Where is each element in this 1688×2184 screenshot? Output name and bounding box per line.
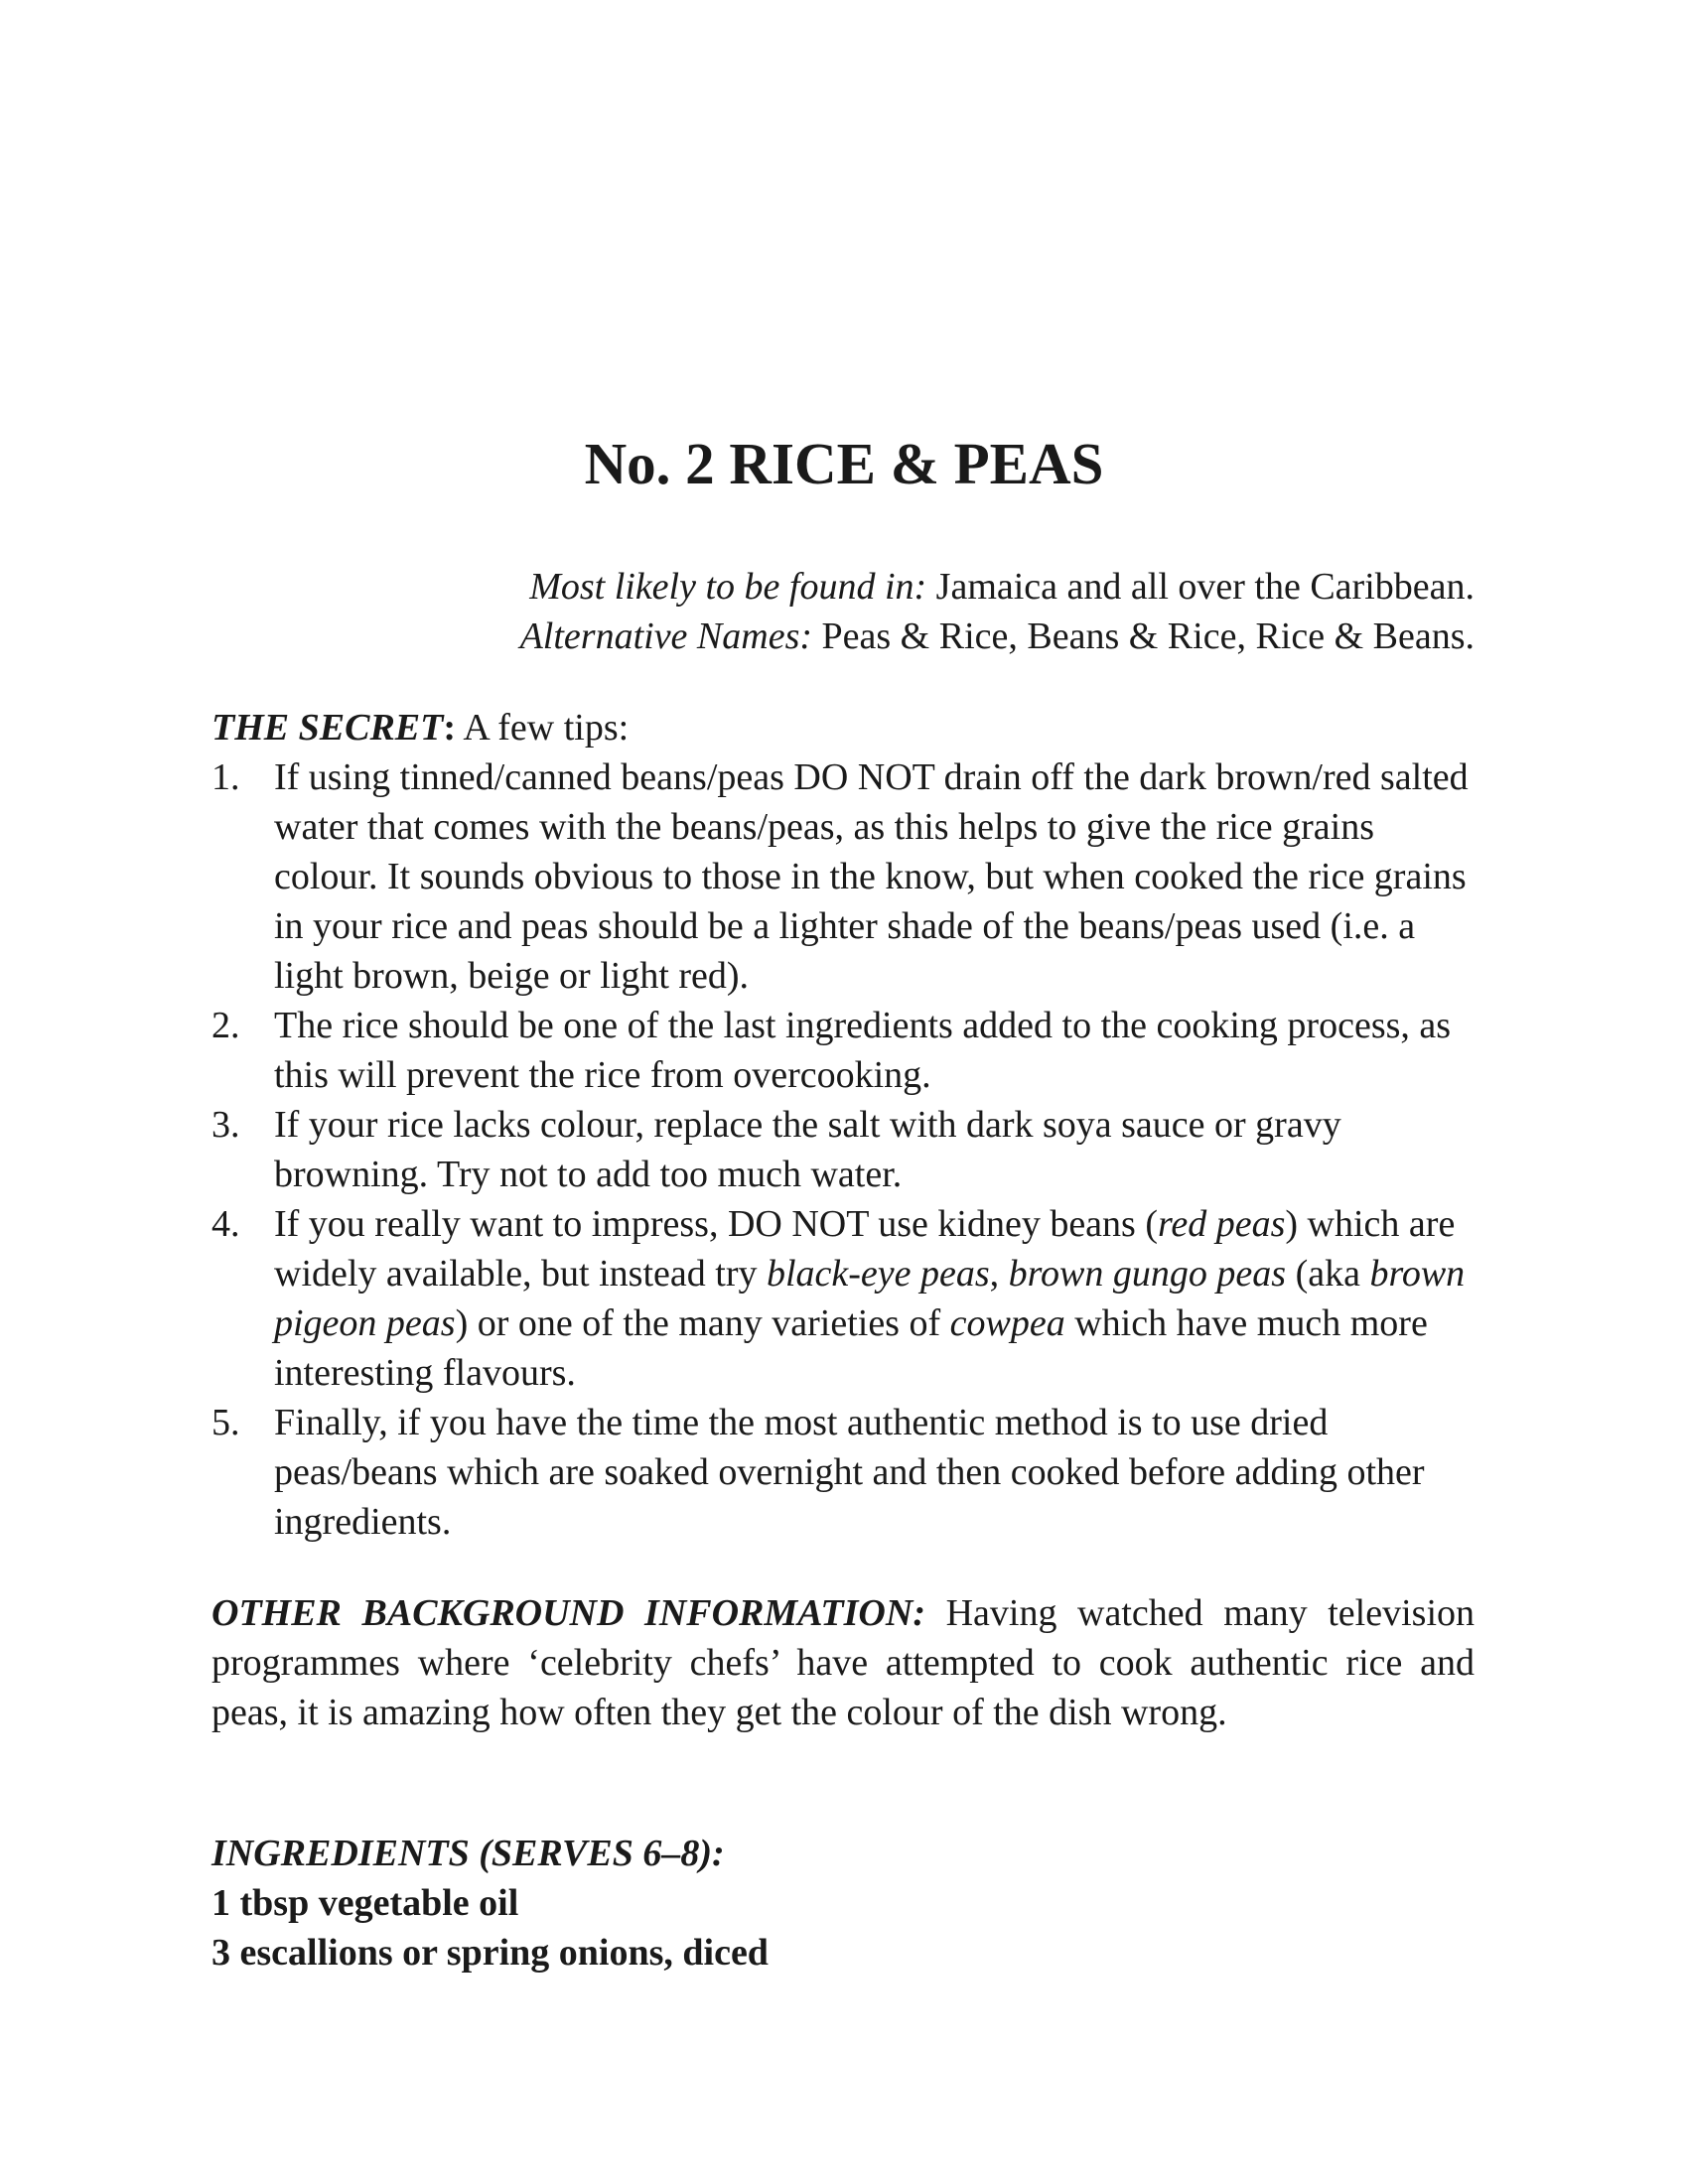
- secret-label: THE SECRET: [211, 707, 444, 749]
- ingredients-heading: INGREDIENTS (SERVES 6–8):: [211, 1833, 725, 1874]
- tip-item: [211, 752, 1475, 1001]
- background-label: OTHER BACKGROUND INFORMATION:: [211, 1592, 925, 1634]
- tip-item: [211, 1100, 1475, 1199]
- secret-colon: :: [443, 707, 456, 749]
- background-text: Having watched many television programmes where ‘celebrity chefs’ have attempted to cook authentic rice and peas, it is amazing how often they get the colour of the dish wrong.: [211, 1592, 1475, 1733]
- secret-heading: [211, 703, 1475, 752]
- tip-item: [211, 1001, 1475, 1100]
- tip-number: 5.: [211, 1402, 240, 1443]
- ingredient-item: 1 tbsp vegetable oil: [211, 1882, 519, 1924]
- tip-italic-text: brown pigeon peas: [274, 1253, 1466, 1344]
- tip-item: [211, 1199, 1475, 1398]
- tip-text: If your rice lacks colour, replace the salt with dark soya sauce or gravy browning. Try not to add too much water.: [274, 1104, 1341, 1195]
- tip-number: 3.: [211, 1104, 240, 1146]
- tip-number: 4.: [211, 1203, 240, 1245]
- tip-text: ,: [989, 1253, 1009, 1295]
- tip-italic-text: brown gungo peas: [1008, 1253, 1287, 1295]
- alternative-names-line: [283, 612, 1475, 661]
- tip-text: Finally, if you have the time the most authentic method is to use dried peas/beans which are soaked overnight and then cooked before adding other ingredients.: [274, 1402, 1425, 1543]
- tip-text: ) which are widely available, but instead try: [274, 1203, 1456, 1295]
- tip-text: If using tinned/canned beans/peas DO NOT drain off the dark brown/red salted water that comes with the beans/peas, as this helps to give the rice grains colour. It sounds obvious to those in the know, but when cooked the rice grains in your rice and peas should be a lighter shade of the beans/peas used (i.e. a light brown, beige or light red).: [274, 756, 1469, 997]
- tips-list: [211, 752, 1475, 1547]
- secret-text: A few tips:: [456, 707, 630, 749]
- alternative-names-value: Peas & Rice, Beans & Rice, Rice & Beans.: [812, 615, 1475, 657]
- tip-italic-text: black-eye peas: [766, 1253, 990, 1295]
- found-in-label: Most likely to be found in:: [529, 566, 927, 608]
- found-in-value: Jamaica and all over the Caribbean.: [926, 566, 1475, 608]
- tip-number: 2.: [211, 1005, 240, 1046]
- ingredient-item: 3 escallions or spring onions, diced: [211, 1932, 769, 1974]
- alternative-names-label: Alternative Names:: [519, 615, 813, 657]
- tip-text: ) or one of the many varieties of: [455, 1302, 950, 1344]
- tip-item: [211, 1398, 1475, 1547]
- found-in-line: [283, 562, 1475, 612]
- tip-text: which have much more interesting flavours.: [274, 1302, 1428, 1394]
- tip-italic-text: cowpea: [949, 1302, 1065, 1344]
- background-info: [211, 1588, 1475, 1737]
- tip-italic-text: red peas: [1158, 1203, 1286, 1245]
- ingredients-list: [211, 1878, 769, 1978]
- tip-text: (aka: [1286, 1253, 1370, 1295]
- tip-text: If you really want to impress, DO NOT use kidney beans (: [274, 1203, 1158, 1245]
- tip-number: 1.: [211, 756, 240, 798]
- tip-text: The rice should be one of the last ingredients added to the cooking process, as this will prevent the rice from overcooking.: [274, 1005, 1452, 1096]
- page-title: No. 2 RICE & PEAS: [584, 431, 1104, 496]
